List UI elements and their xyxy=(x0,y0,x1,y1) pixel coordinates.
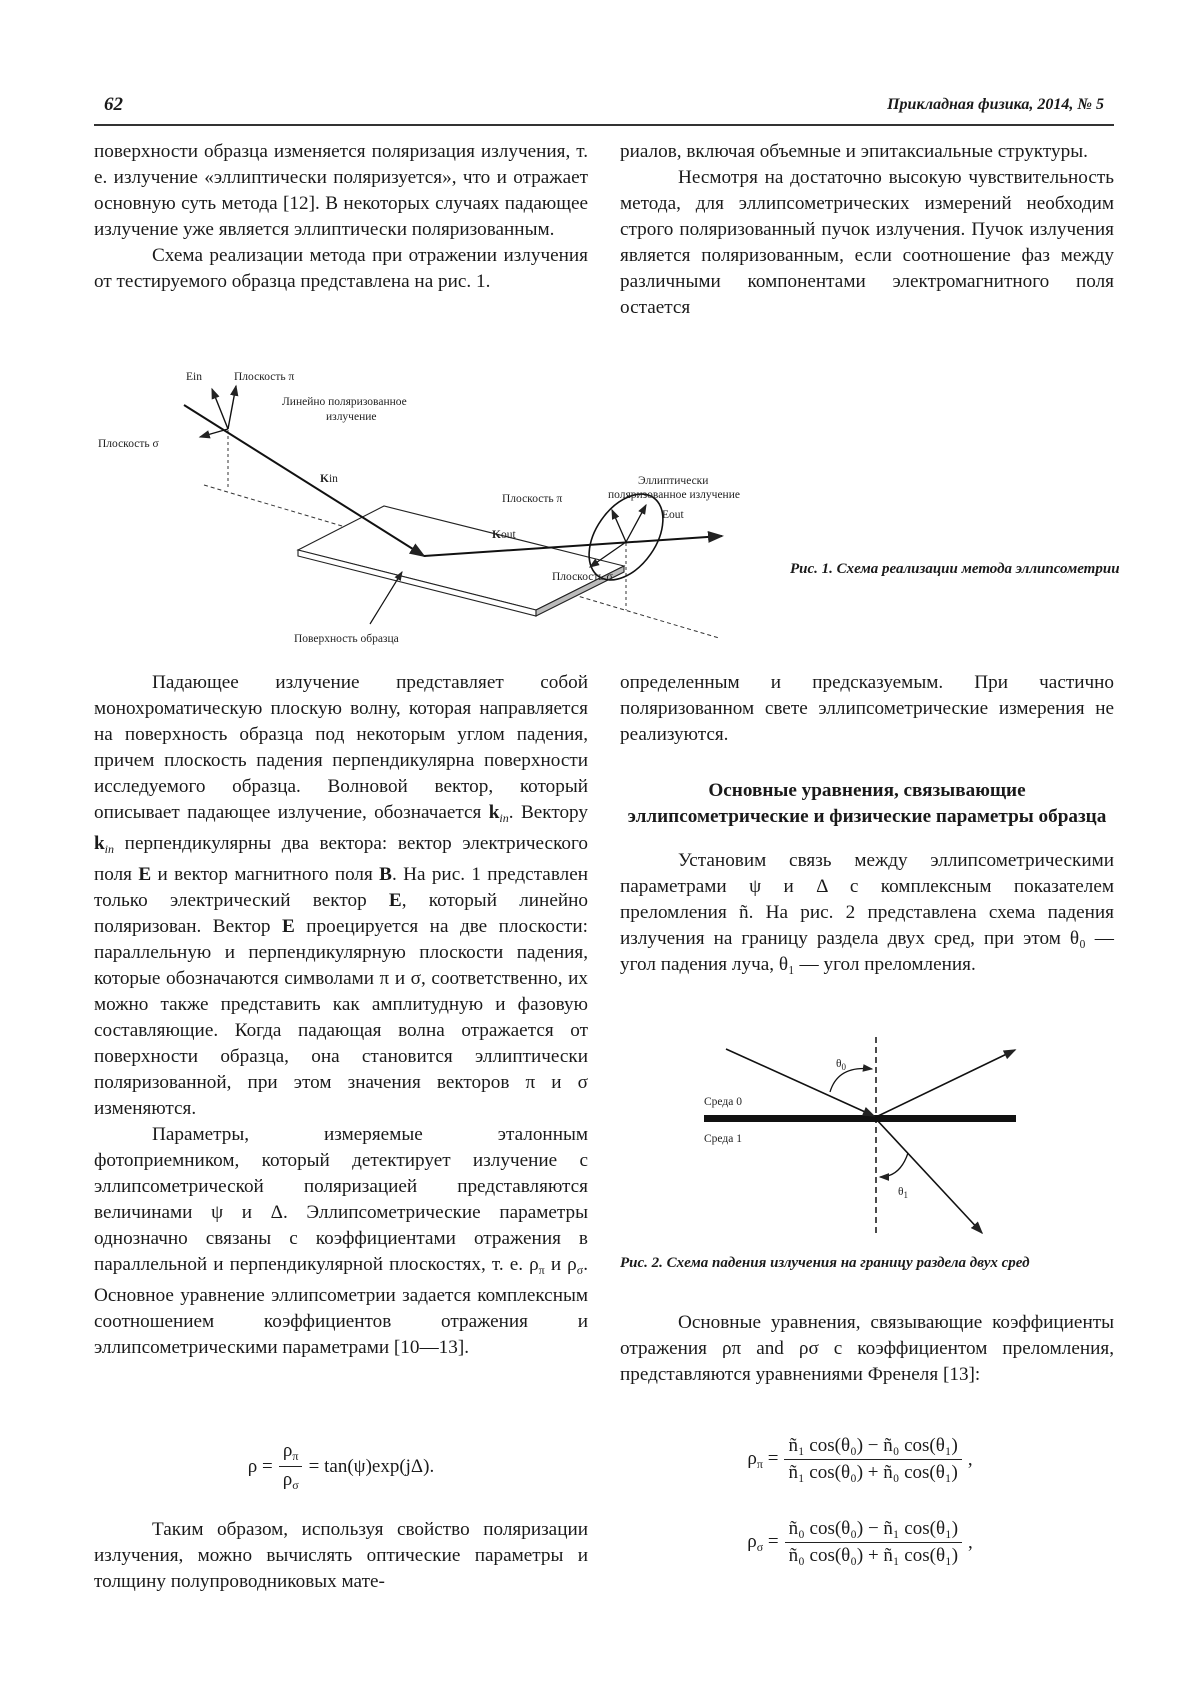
paragraph: Таким образом, используя свойство поляризации излучения, можно вычислять оптические параметры и толщину полупроводниковых мате- xyxy=(94,1519,588,1592)
page-number: 62 xyxy=(104,94,123,115)
header-rule xyxy=(94,124,1114,126)
paragraph: Установим связь между эллипсометрическими параметрами ψ и Δ с комплексным показателем преломления ñ. На рис. 2 представлена схема падения излучения на границу раздела двух сред, при этом θ₀ — угол падения луча, θ₁ — угол преломления. xyxy=(620,850,1114,975)
right-column-bottom xyxy=(620,670,1114,978)
label-eout: Eout xyxy=(662,509,684,521)
right-column-end xyxy=(620,1310,1114,1388)
paragraph: Падающее излучение представляет собой монохроматическую плоскую волну, которая направляется на поверхность образца под некоторым углом падения, причем плоскость падения перпендикулярна поверхности исследуемого образца. Волновой вектор, который описывает падающее излучение, обозначается $k_{in}$. Вектору $k_{in}$ перпендикулярны два вектора: вектор электрического поля E и вектор магнитного поля B. На рис. 1 представлен только электрический вектор E, который линейно поляризован. Вектор E проецируется на две плоскости: параллельную и перпендикулярную плоскости падения, которые обозначаются символами π и σ, соответственно, их можно также представить как амплитудную и фазовую составляющие. Когда падающая волна отражается от поверхности образца, она становится эллиптически поляризованной, при этом значения векторов π и σ изменяются. xyxy=(94,672,589,1119)
label-medium-1: Среда 1 xyxy=(704,1133,742,1145)
label-medium-0: Среда 0 xyxy=(704,1096,742,1108)
left-column-top xyxy=(94,139,588,295)
label-elliptic: Эллиптически xyxy=(638,475,709,487)
label-kin: Kin xyxy=(320,473,338,485)
label-kout: Kout xyxy=(492,529,516,541)
page-header xyxy=(94,90,1114,120)
left-column-end xyxy=(94,1517,588,1595)
label-plane-pi-in: Плоскость π xyxy=(234,371,295,383)
label-plane-sigma-out: Плоскость σ xyxy=(552,571,613,583)
figure-1-caption: Рис. 1. Схема реализации метода эллипсометрии xyxy=(790,561,1120,577)
label-surface: Поверхность образца xyxy=(294,633,399,645)
paragraph: Основные уравнения, связывающие коэффициенты отражения ρπ and ρσ с коэффициентом преломления, представляются уравнениями Френеля [13]: xyxy=(620,1312,1114,1385)
paragraph: Несмотря на достаточно высокую чувствительность метода, для эллипсометрических измерений необходим строго поляризованный пучок излучения. Пучок излучения является поляризованным, если соотношение фаз между различными компонентами электромагнитного поля остается xyxy=(620,167,1114,318)
label-linear-2: излучение xyxy=(326,411,377,423)
label-elliptic-2: поляризованное излучение xyxy=(608,489,740,501)
label-ein: Ein xyxy=(186,371,202,383)
equation-fresnel-pi: $\rho_\pi$ = $\frac{\text{ñ₁ cos(θ₀) − ñ₀ cos(θ₁)}}{\text{ñ₁ cos(θ₀) + ñ₀ cos(θ₁)}}$ , xyxy=(747,1435,973,1483)
equation-ellipsometry: ρ = $\frac{\rho_\pi}{\rho_\sigma}$ = tan(ψ)exp(jΔ). xyxy=(247,1440,435,1492)
paragraph: поверхности образца изменяется поляризация излучения, т. е. излучение «эллиптически поляризуется», что и отражает основную суть метода [12]. В некоторых случаях падающее излучение уже является эллиптически поляризованным. xyxy=(94,141,588,240)
label-linear: Линейно поляризованное xyxy=(282,396,407,408)
right-column-top xyxy=(620,139,1114,321)
left-column-bottom xyxy=(94,670,588,1361)
figure-2-caption: Рис. 2. Схема падения излучения на границу раздела двух сред xyxy=(620,1255,1030,1271)
label-plane-pi-out: Плоскость π xyxy=(502,493,563,505)
label-theta-1: $\theta_1$ xyxy=(898,1186,909,1200)
paragraph: Схема реализации метода при отражении излучения от тестируемого образца представлена на рис. 1. xyxy=(94,245,588,292)
paragraph: Параметры, измеряемые эталонным фотоприемником, который детектирует излучение с эллипсометрической поляризацией представляются величинами ψ и Δ. Эллипсометрические параметры однозначно связаны с коэффициентами отражения в параллельной и перпендикулярной плоскостях, т. е. $\rho_\pi$ и $\rho_\sigma$. Основное уравнение эллипсометрии задается комплексным соотношением коэффициентов отражения и эллипсометрическими параметрами [10—13]. xyxy=(94,1124,589,1358)
label-plane-sigma-in: Плоскость σ xyxy=(98,438,159,450)
figure-2-refraction-scheme xyxy=(700,1035,1040,1235)
label-theta-0: $\theta_0$ xyxy=(836,1058,847,1072)
paragraph: риалов, включая объемные и эпитаксиальные структуры. xyxy=(620,141,1088,162)
figure-1-ellipsometry-scheme xyxy=(94,360,814,650)
paragraph: определенным и предсказуемым. При частично поляризованном свете эллипсометрические измерения не реализуются. xyxy=(620,672,1114,745)
section-heading: Основные уравнения, связывающие эллипсометрические и физические параметры образца xyxy=(627,780,1107,827)
equation-fresnel-sigma: $\rho_\sigma$ = $\frac{\text{ñ₀ cos(θ₀) − ñ₁ cos(θ₁)}}{\text{ñ₀ cos(θ₀) + ñ₁ cos(θ₁)}}$ , xyxy=(747,1518,973,1566)
journal-title: Прикладная физика, 2014, № 5 xyxy=(887,96,1104,113)
